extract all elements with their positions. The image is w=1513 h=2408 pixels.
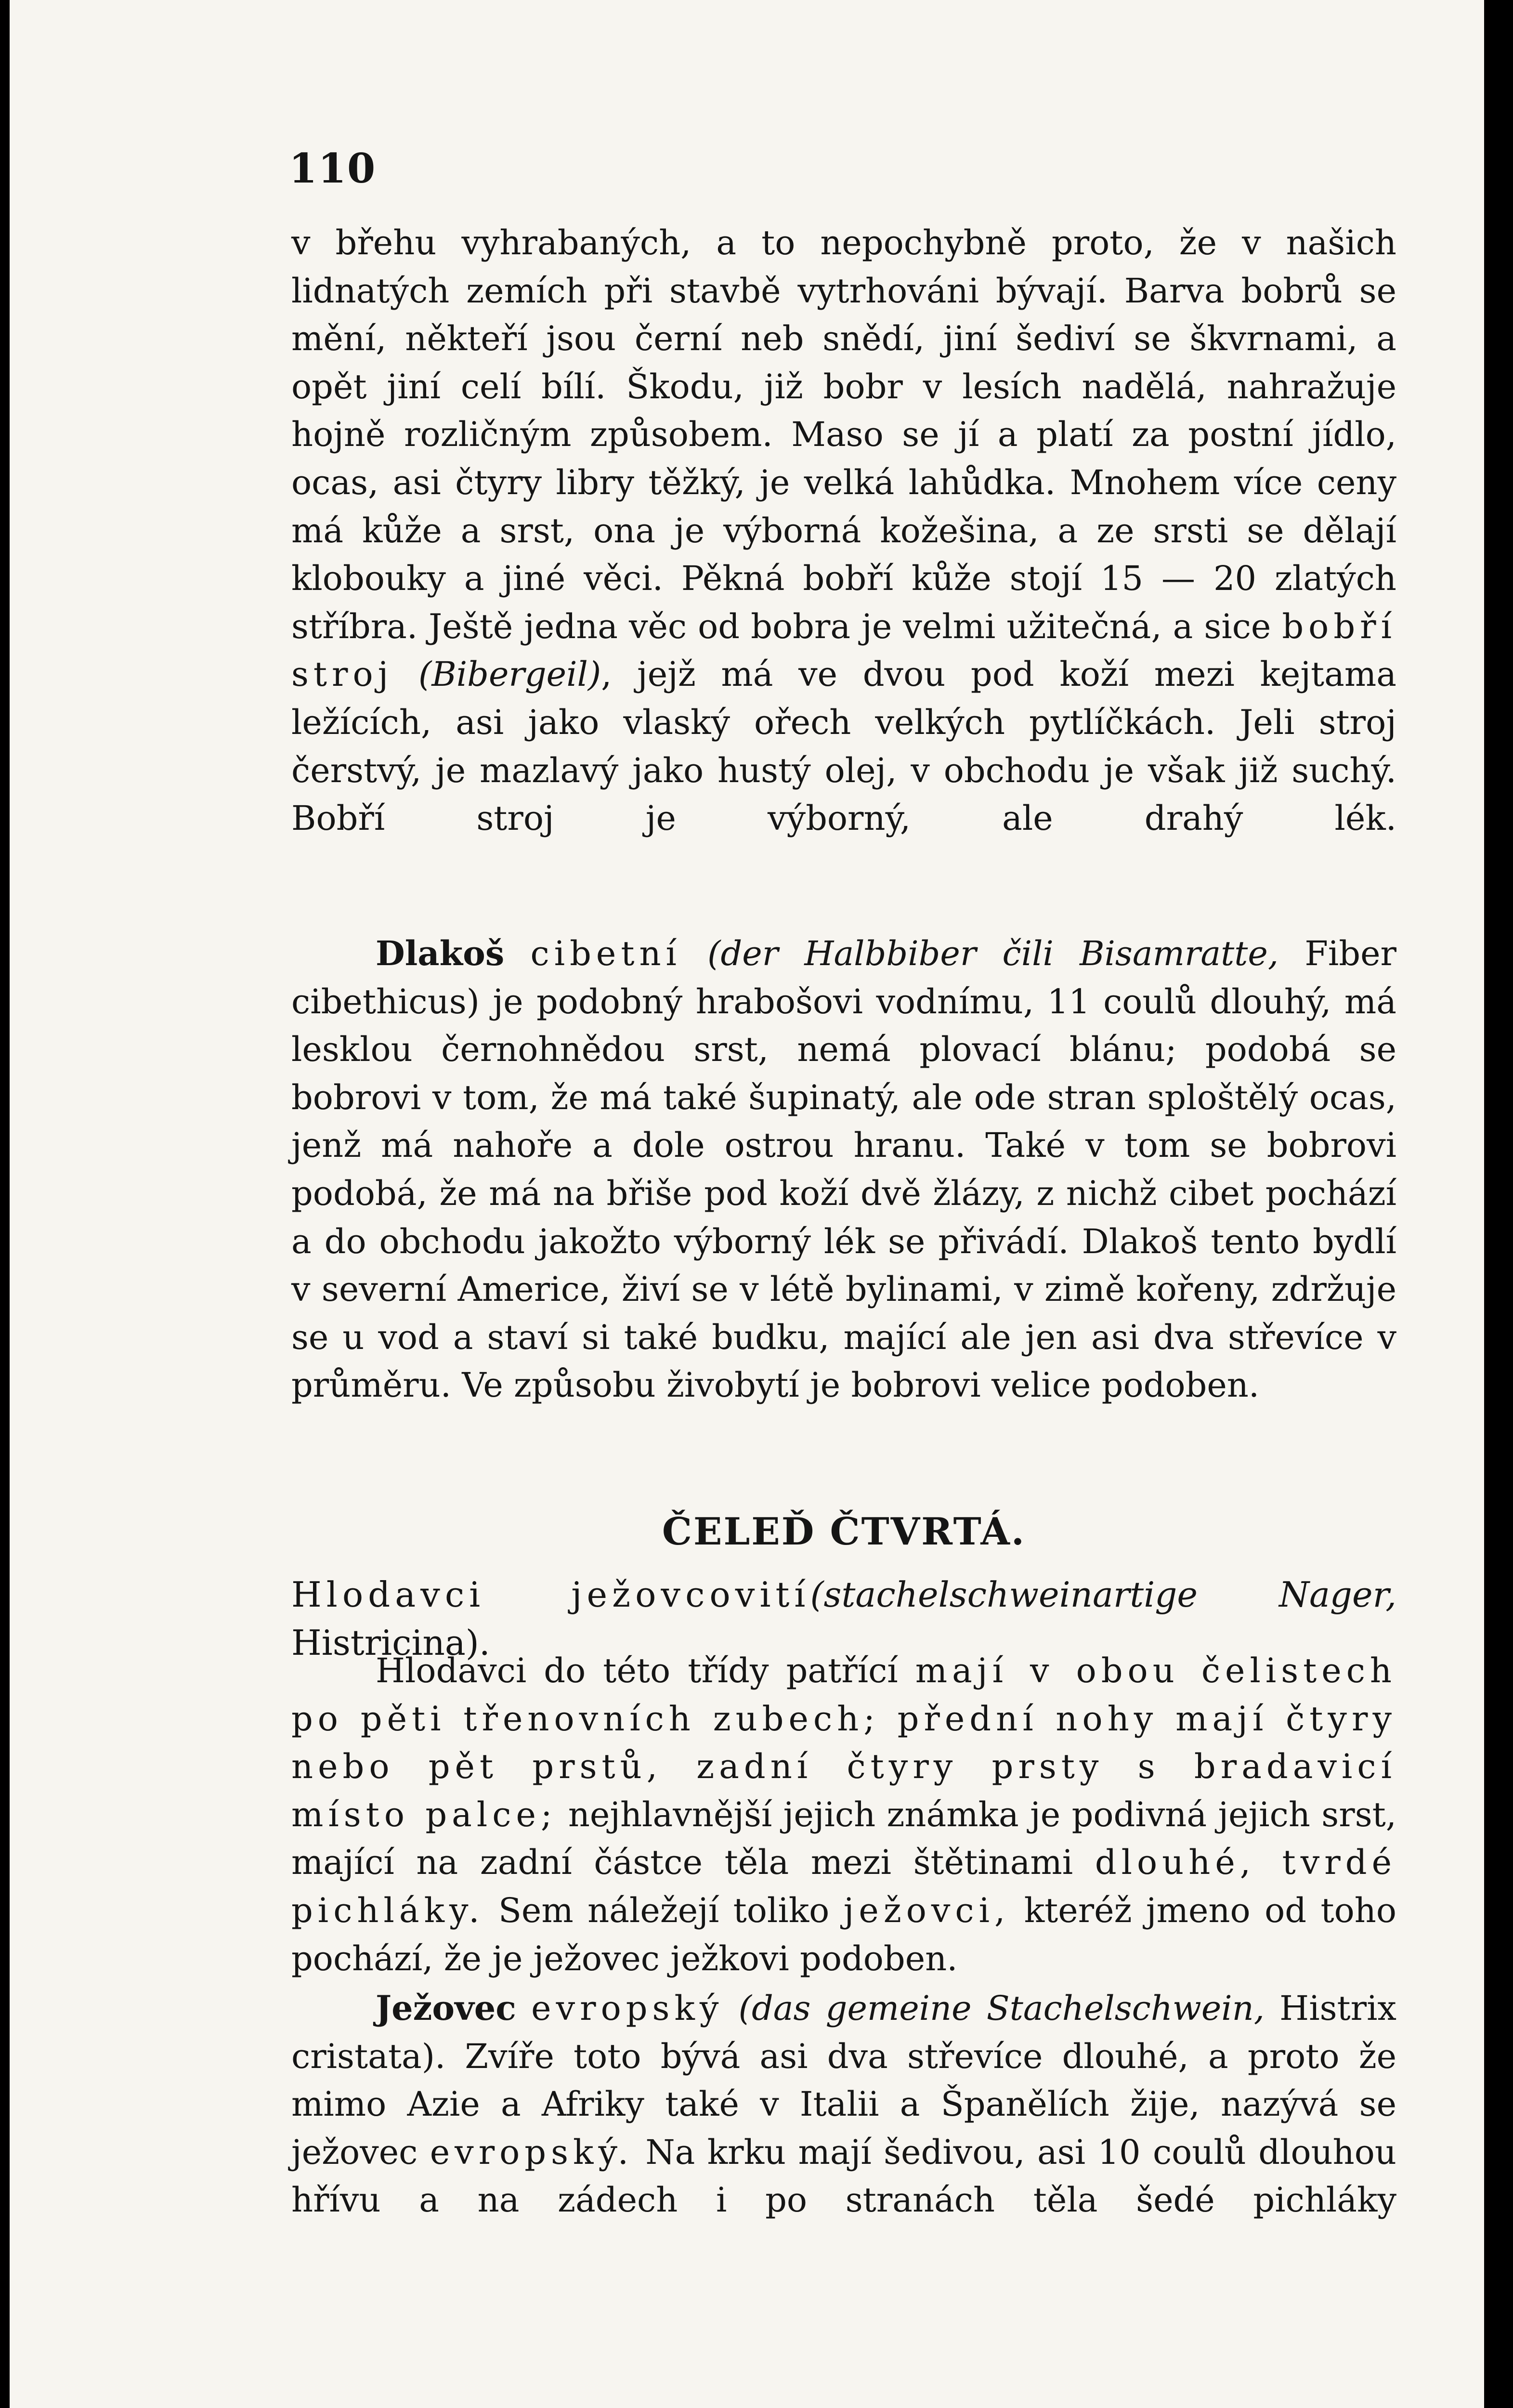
porcupines-text-a: Hlodavci do této třídy patřící: [376, 1651, 915, 1690]
porcupine-epithet: evropský: [531, 1989, 724, 2028]
porcupines-text-c: Sem náležejí toliko: [484, 1890, 844, 1930]
porcupine-name: Ježovec: [376, 1988, 516, 2028]
beaver-text-end: , jejž má ve dvou pod koží mezi kejtama ležících, asi jako vlaský ořech velkých pytlíčkách. Jeli stroj čerstvý, je mazlavý jako hustý olej, v obchodu je však již suchý. Bobří stroj je výborný, ale drahý lék.: [291, 654, 1396, 838]
paragraph-muskrat: [291, 929, 1396, 1410]
muskrat-text: Fiber cibethicus) je podobný hrabošovi vodnímu, 11 coulů dlouhý, má lesklou černohnědou srst, nemá plovací blánu; podobá se bobrovi v tom, že má také šupinatý, ale ode stran sploštělý ocas, jenž má nahoře a dole ostrou hranu. Také v tom se bobrovi podobá, že má na břiše pod koží dvě žlázy, z nichž cibet pochází a do obchodu jakožto výborný lék se přivádí. Dlakoš tento bydlí v severní Americe, živí se v létě bylinami, v zimě kořeny, zdržuje se u vod a staví si také budku, mající ale jen asi dva střevíce v průměru. Ve způsobu živobytí je bobrovi velice podoben.: [291, 934, 1396, 1405]
porcupine-text-a: Histrix cristata). Zvíře toto bývá asi dva střevíce dlouhé, a proto že mimo Azie a Afriky také v Italii a Španělích žije, nazývá se ježovec: [291, 1989, 1396, 2172]
porcupine-german-name: (das gemeine Stachelschwein,: [738, 1989, 1265, 2028]
porcupines-quills: dlouhé, tvrdé pichláky.: [291, 1843, 1396, 1930]
porcupines-term: ježovci,: [843, 1890, 1010, 1930]
section-heading: ČELEĎ ČTVRTÁ.: [662, 1510, 1026, 1554]
muskrat-german-name: (der Halbbiber čili Bisamratte,: [707, 934, 1279, 973]
muskrat-name: Dlakoš: [376, 933, 505, 973]
paragraph-crested-porcupine: [291, 1984, 1396, 2225]
porcupines-traits: mají v obou čelistech po pěti třenovních zubech; přední nohy mají čtyry nebo pět prstů, zadní čtyry prsty s bradavicí místo palce;: [291, 1651, 1396, 1834]
scan-border: [1484, 0, 1513, 2408]
beaver-castoreum-term: bobří stroj: [291, 606, 1396, 694]
paragraph-beaver: [291, 219, 1396, 843]
subheading-czech: Hlodavci ježovcovití: [291, 1574, 810, 1615]
page-number: 110: [289, 144, 377, 192]
muskrat-epithet: cibetní: [530, 934, 681, 973]
book-page: [10, 0, 1495, 2408]
beaver-castoreum-german: (Bibergeil): [418, 654, 601, 694]
subheading-latin: Histricina).: [291, 1622, 490, 1663]
beaver-text: v břehu vyhrabaných, a to nepochybně proto, že v našich lidnatých zemích při stavbě vytrhováni bývají. Barva bobrů se mění, někteří jsou černí neb snědí, jiní šediví se škvrnami, a opět jiní celí bílí. Škodu, již bobr v lesích nadělá, nahražuje hojně rozličným způsobem. Maso se jí a platí za postní jídlo, ocas, asi čtyry libry těžký, je velká lahůdka. Mnohem více ceny má kůže a srst, ona je výborná kožešina, a ze srsti se dělají klobouky a jiné věci. Pěkná bobří kůže stojí 15 — 20 zlatých stříbra. Ještě jedna věc od bobra je velmi užitečná, a sice: [291, 223, 1396, 646]
porcupine-text-b: Na krku mají šedivou, asi 10 coulů dlouhou hřívu a na zádech i po stranách těla šedé pichláky: [291, 2132, 1396, 2220]
porcupines-text-b: nejhlavnější jejich známka je podivná jejich srst, mající na zadní částce těla mezi štětinami: [291, 1794, 1396, 1883]
porcupine-term: evropský.: [430, 2132, 633, 2172]
subheading-german: (stachelschweinartige Nager,: [810, 1574, 1396, 1615]
paragraph-porcupines: [291, 1647, 1396, 1983]
porcupines-text-d: kteréž jmeno od toho pochází, že je ježovec ježkovi podoben.: [291, 1890, 1396, 1978]
